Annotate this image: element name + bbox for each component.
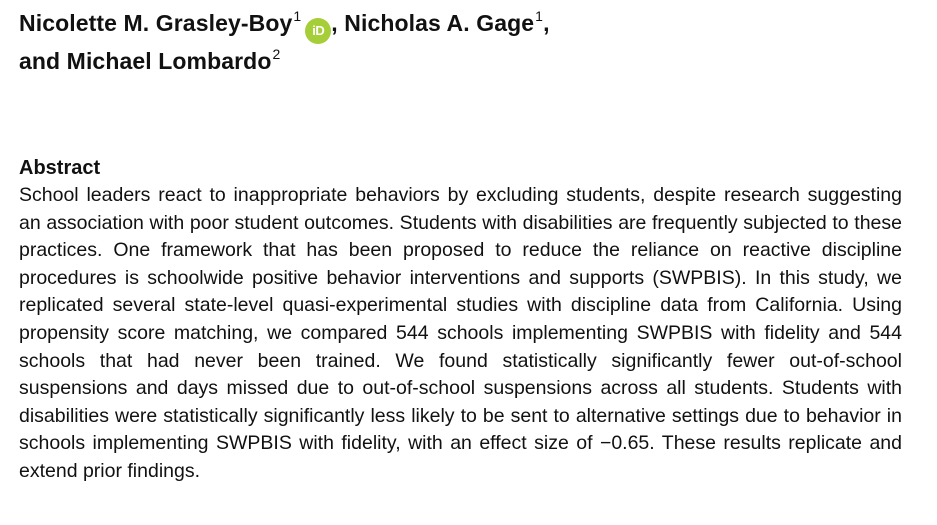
- affiliation-marker-2: 1: [535, 8, 544, 24]
- author-name-3: and Michael Lombardo: [19, 48, 272, 74]
- author-name-2: , Nicholas A. Gage: [331, 10, 535, 36]
- author-separator: ,: [543, 10, 550, 36]
- abstract-section: [19, 155, 902, 486]
- affiliation-marker-3: 2: [272, 46, 281, 62]
- author-list: [19, 6, 919, 81]
- affiliation-marker-1: 1: [293, 8, 302, 24]
- author-name-1: Nicolette M. Grasley-Boy: [19, 10, 293, 36]
- abstract-text: School leaders react to inappropriate behaviors by excluding students, despite research suggesting an association with poor student outcomes. Students with disabilities are frequently subjected to these practices. One framework that has been proposed to reduce the reliance on reactive discipline procedures is schoolwide positive behavior interventions and supports (SWPBIS). In this study, we replicated several state-level quasi-experimental studies with discipline data from California. Using propensity score matching, we compared 544 schools implementing SWPBIS with fidelity and 544 schools that had never been trained. We found statistically significantly fewer out-of-school suspensions and days missed due to out-of-school suspensions across all students. Students with disabilities were statistically significantly less likely to be sent to alternative settings due to behavior in schools implementing SWPBIS with fidelity, with an effect size of −0.65. These results replicate and extend prior findings.: [19, 184, 902, 482]
- orcid-icon[interactable]: iD: [305, 18, 331, 44]
- abstract-heading: Abstract: [19, 157, 101, 179]
